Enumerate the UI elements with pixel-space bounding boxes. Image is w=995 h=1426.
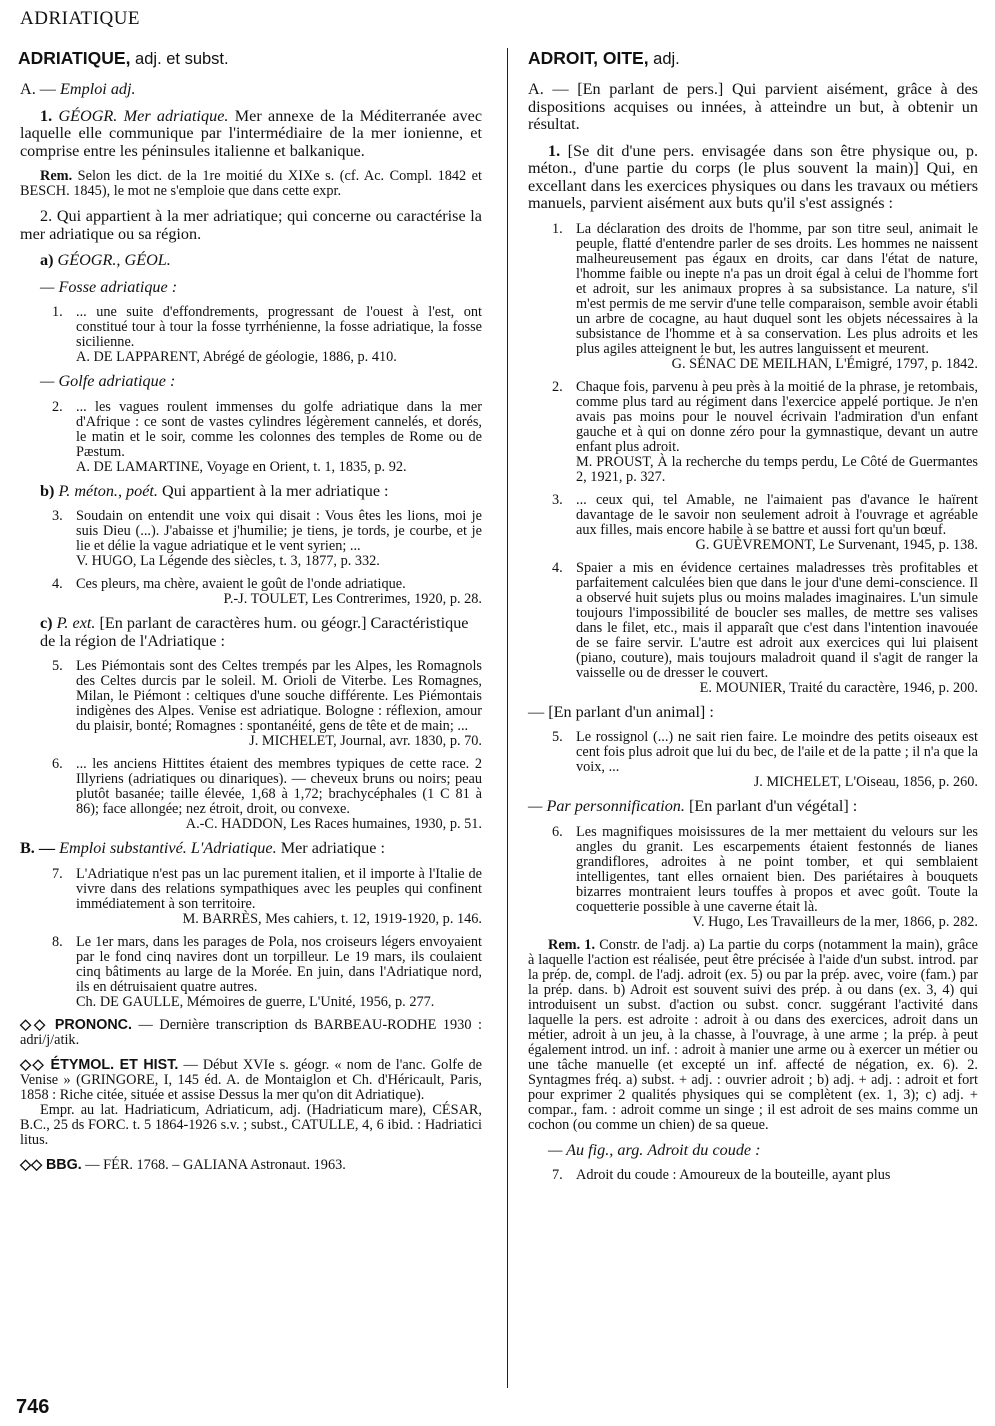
- citation-4: 4. Ces pleurs, ma chère, avaient le goût de l'onde adriatique. P.-J. TOULET, Les Contrerimes, 1920, p. 28.: [52, 576, 482, 607]
- etymology: ◇◇ ÉTYMOL. ET HIST. — Début XVIe s. géogr. « nom de l'anc. Golfe de Venise » (GRINGORE, I, 145 éd. A. de Montaiglon et Ch. d'Héricault, Paris, 1858 : Riche citée, située et assise Dessus la mer qu'on dit Adriatique).: [20, 1056, 483, 1103]
- citation-8: 8. Le 1er mars, dans les parages de Pola, nos croiseurs légers envoyaient par le fond cinq navires dont un torpilleur. Le 19 mars, ils coulaient cinq bâtiments au large de la Morée. En juin, dans l'Adriatique nord, ils en détruisaient quatre autres. Ch. DE GAULLE, Mémoires de guerre, L'Unité, 1956, p. 277.: [52, 933, 482, 1010]
- running-head: ADRIATIQUE: [20, 8, 141, 29]
- citation-6: 6. Les magnifiques moisissures de la mer mettaient du velours sur les angles du granit. Les escarpements étaient festonnés de lianes grandiflores, adroites à ne point tomber, et qui semblaient intelligentes, tant elles ornaient bien. Des pariétaires à bouquets bizarres montraient leurs touffes à propos et avec goût. Toute la coquetterie possible à une caverne était là. V. Hugo, Les Travailleurs de la mer, 1866, p. 282.: [552, 823, 978, 930]
- headword-adriatique: ADRIATIQUE, adj. et subst.: [18, 48, 229, 68]
- citation-6: 6. ... les anciens Hittites étaient des membres typiques de cette race. 2 Illyriens (adriatiques ou dinariques). — cheveux bruns ou noirs; peau plutôt basanée; taille élevée, 1,68 à 1,72; brachycéphales (1 C 81 à 86); face allongée; nez étroit, droit, ou convexe. A.-C. HADDON, Les Races humaines, 1930, p. 51.: [52, 756, 482, 832]
- citation-2: 2. ... les vagues roulent immenses du golfe adriatique dans la mer d'Afrique : ce sont de vastes cylindres légèrement cannelés, et dorés, le matin et le soir, comme les colonnes des temples de Rome ou de Pæstum. A. DE LAMARTINE, Voyage en Orient, t. 1, 1835, p. 92.: [52, 398, 482, 475]
- sense-2: 2. Qui appartient à la mer adriatique; qui concerne ou caractérise la mer adriatique ou sa région.: [20, 207, 482, 243]
- personification-heading: — Par personnification. [En parlant d'un végétal] :: [528, 797, 858, 815]
- citation-5: 5. Les Piémontais sont des Celtes trempés par les Alpes, les Romagnols des Celtes durcis par le soleil. M. Orioli de Viterbe. Les Romagnes, Milan, le Piémont : celtiques d'une souche différente. Les Piémontais indigènes des Alpes. Venise est adriatique. Bologne : réflexion, amour du plaisir, bonté; Romagnes : spontanéité, gens de tête et de main; ... J. MICHELET, Journal, avr. 1830, p. 70.: [52, 658, 482, 749]
- citation-1: 1. ... une suite d'effondrements, progressant de l'ouest à l'est, ont constitué tour à tour la fosse tyrrhénienne, la fosse adriatique, la fosse sicilienne. A. DE LAPPARENT, Abrégé de géologie, 1886, p. 410.: [52, 304, 482, 365]
- citation-3: 3. Soudain on entendit une voix qui disait : Vous êtes les lions, moi je suis Dieu (...). J'abaisse et j'humilie; je tiens, je tords, je courbe, et je lie et délie la vague adriatique et le vent syrien; ... V. HUGO, La Légende des siècles, t. 3, 1877, p. 332.: [52, 508, 482, 569]
- pronunciation: ◇◇ PRONONC. — Dernière transcription ds BARBEAU-RODHE 1930 : adri/j/atik.: [20, 1016, 482, 1048]
- remark: Rem. 1. Constr. de l'adj. a) La partie du corps (notamment la main), grâce à laquelle l'action est réalisée, peut être précisée à l'aide d'un subst. introd. par la prép. de, compl. de l'adj. adroit (ex. 5) ou par la prép. avec, voire (fam.) par la prép. dans. b) Adroit est souvent suivi des prép. à ou dans (ex. 3, 4) qui introduisent un subst. d'action ou subst. concr. suggérant l'activité dans laquelle la pers. est adroite : adroit à ou dans des exercices, adroit dans un métier, adroit à un jeu, à la chasse, à l'ouvrage, à une arme ; la prép. à peut également introd. un inf. : adroit à manier une arme ou à exercer un métier ou une tâche manuelle (et excepté un inf. affecté de négation, ex. 6). 2. Syntagmes fréq. a) subst. + adj. : ouvrier adroit ; b) adj. + adj. : adroit et fort pour exprimer 2 qualités physiques qui se complètent (ex. 1, 3); c) adj. + compar., fam. : adroit comme un singe ; il est adroit de ses mains comme un cochon (ou comme un chien) de sa queue.: [528, 936, 979, 1133]
- left-column: [20, 48, 482, 1183]
- citation-7: 7. Adroit du coude : Amoureux de la bouteille, ayant plus: [552, 1167, 891, 1183]
- section-a: A. — [En parlant de pers.] Qui parvient aisément, grâce à des dispositions acquises ou innées, à atteindre un but, à obtenir un résultat.: [528, 80, 978, 133]
- sub-a-heading: a) GÉOGR., GÉOL.: [40, 251, 171, 269]
- bibliography: ◇◇ BBG. — FÉR. 1768. – GALIANA Astronaut. 1963.: [20, 1156, 346, 1173]
- remark-1: Rem. Selon les dict. de la 1re moitié du XIXe s. (cf. Ac. Compl. 1842 et BESCH. 1845), le mot ne s'emploie que dans cette expr.: [20, 168, 482, 199]
- sub-b-heading: b) P. méton., poét. Qui appartient à la mer adriatique :: [40, 481, 389, 500]
- etymology-borrowing: Empr. au lat. Hadriaticum, Adriaticum, adj. (Hadriaticum mare), CÉSAR, B.C., 25 ds FORC. t. 5 1864-1926 s.v. ; subst., CATULLE, 4, 6 ibid. : Hadriatici litus.: [20, 1101, 482, 1148]
- citation-4: 4. Spaier a mis en évidence certaines maladresses très profitables et parfaitement calculées bien que dans le jour d'une demi-conscience. Il a observé huit sujets plus ou moins malades imaginaires. L'un simule toujours l'impossibilité de boucler ses malles, de mettre ses valises dans le filet, etc., mais il apparaît que c'est dans l'intention inavouée de se faire servir. L'autre est adroit aux exercices qui lui plaisent (piano, couture), mais toujours maladroit quand il s'agit de ranger la vaisselle ou de dresser le couvert. E. MOUNIER, Traité du caractère, 1946, p. 200.: [552, 559, 978, 696]
- section-b-heading: B. — Emploi substantivé. L'Adriatique. Mer adriatique :: [20, 839, 385, 857]
- sense-1: 1. [Se dit d'une pers. envisagée dans son être physique ou, p. méton., d'une partie du corps (le plus souvent la main)] Qui, en excellant dans les exercices physiques ou dans les travaux ou métiers manuels, parvient aisément aux buts qu'il s'est assignés :: [528, 141, 979, 212]
- column-rule: [507, 48, 508, 1388]
- sense-1: 1. GÉOGR. Mer adriatique. Mer annexe de la Méditerranée avec laquelle elle communique par l'intermédiaire de la mer ionienne, et comprise entre les péninsules italienne et balkanique.: [20, 106, 482, 160]
- animal-heading: — [En parlant d'un animal] :: [528, 702, 714, 721]
- citation-2: 2. Chaque fois, parvenu à peu près à la moitié de la phrase, je retombais, comme plus tard au régiment dans l'exercice appelé portique. Je n'en avais pas moins pour le nouvel écrivain l'admiration d'un enfant gauche et à qui on donne zéro pour la gymnastique, devant un autre enfant plus adroit. M. PROUST, À la recherche du temps perdu, Le Côté de Guermantes 2, 1921, p. 327.: [552, 378, 978, 485]
- sub-c-heading: c) P. ext. [En parlant de caractères hum. ou géogr.] Caractéristique de la région de l'Adriatique :: [40, 614, 469, 650]
- citation-7: 7. L'Adriatique n'est pas un lac purement italien, et il importe à l'Italie de vivre dans des relations sympathiques avec les peuples qui confinent immédiatement à son territoire. M. BARRÈS, Mes cahiers, t. 12, 1919-1920, p. 146.: [52, 865, 482, 927]
- golfe-label: — Golfe adriatique :: [40, 372, 176, 390]
- citation-1: 1. La déclaration des droits de l'homme, par son titre seul, animait le peuple, flatté d'entendre parler de ses droits. Les hommes ne naissent malheureusement pas égaux en droits, car dans l'état de nature, l'homme faible ou inepte n'a pas un droit égal à celui de l'homme fort et adroit, sur les animaux propres à sa subsistance. La nature, s'il m'est permis de me servir d'une telle comparaison, semble avoir établi un arbre de cocagne, au haut duquel sont les objets nécessaires à la subsistance de l'homme et à sa conservation. Les plus adroits et les plus agiles atteignent le but, les autres languissent et meurent. G. SÉNAC DE MEILHAN, L'Émigré, 1797, p. 1842.: [552, 220, 978, 372]
- section-a-heading: A. — Emploi adj.: [20, 80, 136, 98]
- figurative-heading: — Au fig., arg. Adroit du coude :: [548, 1140, 761, 1159]
- fosse-label: — Fosse adriatique :: [40, 277, 178, 296]
- headword-adroit: ADROIT, OITE, adj.: [528, 48, 680, 68]
- citation-3: 3. ... ceux qui, tel Amable, ne l'aimaient pas d'avance le haïrent davantage de le savoir non seulement adroit à l'ouvrage et agréable aux filles, mais encore habile à se battre et aussi fort qu'un bœuf. G. GUÈVREMONT, Le Survenant, 1945, p. 138.: [552, 491, 978, 553]
- citation-5: 5. Le rossignol (...) ne sait rien faire. Le moindre des petits oiseaux est cent fois plus adroit que lui du bec, de l'aile et de la patte ; il n'a que la voix, ... J. MICHELET, L'Oiseau, 1856, p. 260.: [552, 729, 978, 790]
- right-column: [528, 48, 978, 1191]
- page-number: 746: [16, 1396, 50, 1418]
